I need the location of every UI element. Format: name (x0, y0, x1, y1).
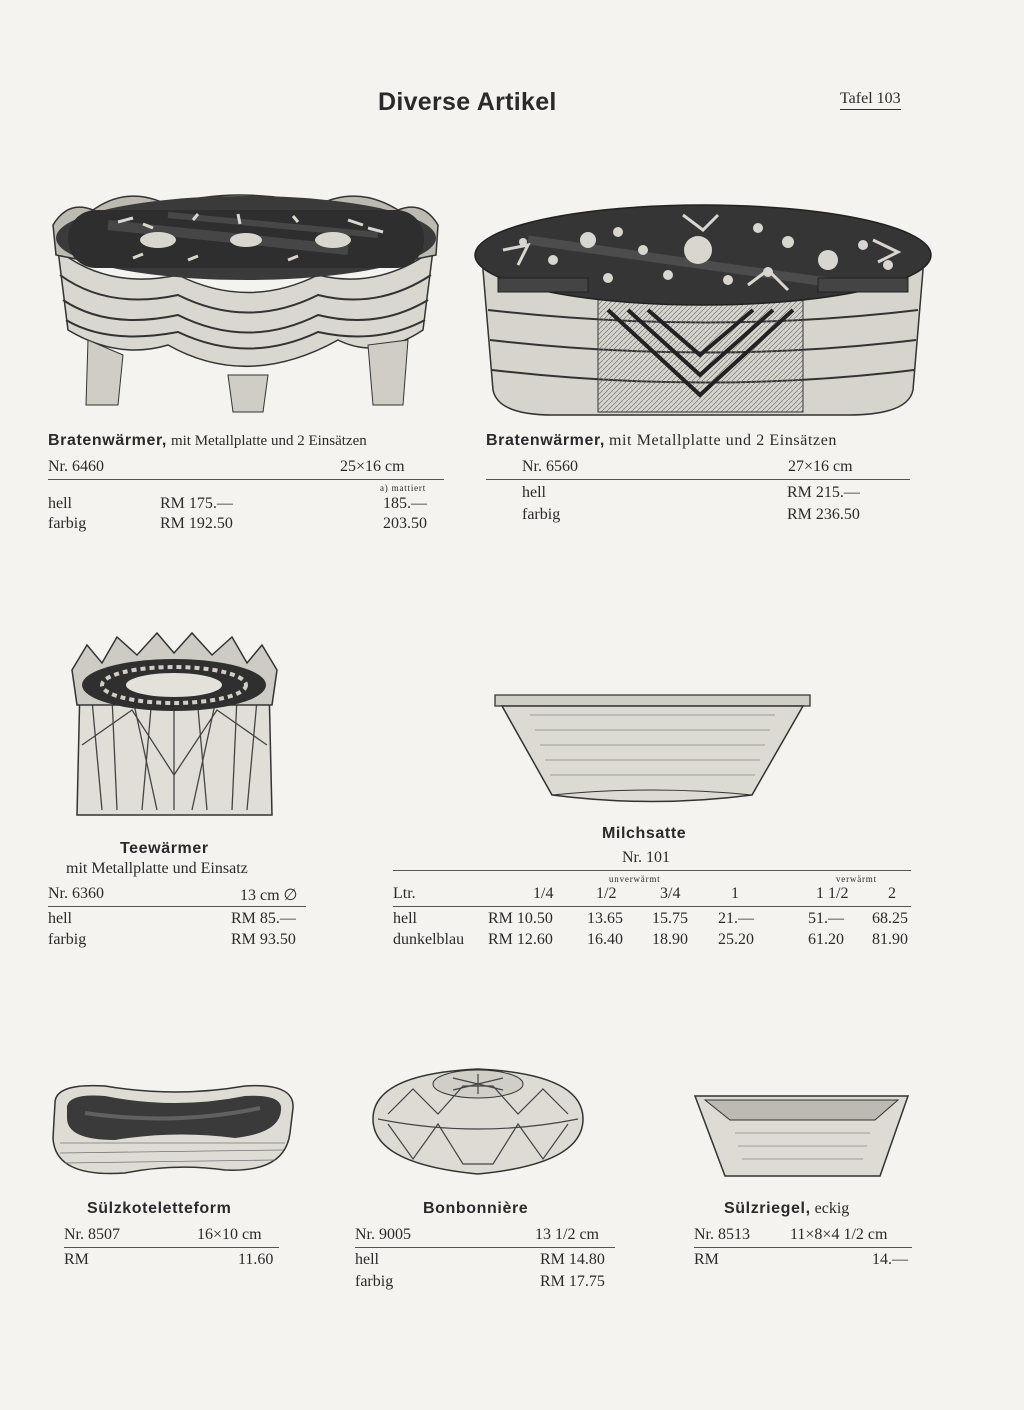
suelzriegel-name: Sülzriegel, (724, 1200, 811, 1217)
item-6460-row2-label: farbig (48, 515, 87, 532)
milchsatte-col-label: Ltr. (393, 885, 416, 902)
suelzriegel-divider (694, 1247, 912, 1248)
suelzriegel-nr: Nr. 8513 (694, 1226, 750, 1243)
milchsatte-row1-v3: 15.75 (652, 910, 688, 927)
bratenwaermer-6460-illustration (48, 180, 443, 415)
item-6560-divider (486, 479, 910, 480)
teewaermer-divider (48, 906, 306, 907)
milchsatte-col-5: 1 1/2 (816, 885, 849, 902)
item-6560-desc: mit Metallplatte und 2 Einsätzen (608, 432, 838, 449)
bratenwaermer-6560-illustration (468, 200, 948, 430)
milchsatte-group-warmed: verwärmt (836, 874, 877, 884)
milchsatte-col-2: 1/2 (596, 885, 617, 902)
milchsatte-illustration (490, 690, 815, 808)
milchsatte-row2-v3: 18.90 (652, 931, 688, 948)
milchsatte-row1-label: hell (393, 910, 417, 927)
milchsatte-col-3: 3/4 (660, 885, 681, 902)
suelzriegel-desc: eckig (814, 1200, 850, 1217)
teewaermer-illustration (62, 625, 287, 825)
suelzriegel-price-label: RM (694, 1251, 719, 1268)
teewaermer-row1-price: RM 85.— (231, 910, 296, 927)
item-6560-size: 27×16 cm (788, 458, 853, 475)
suelzkotelette-price: 11.60 (238, 1251, 274, 1268)
item-6460-row2-price: RM 192.50 (160, 515, 233, 532)
suelzriegel-price: 14.— (872, 1251, 908, 1268)
milchsatte-col-4: 1 (731, 885, 739, 902)
bonbonniere-size: 13 1/2 cm (535, 1226, 599, 1243)
milchsatte-row2-v6: 81.90 (872, 931, 908, 948)
milchsatte-name: Milchsatte (602, 825, 687, 842)
bonbonniere-row2-price: RM 17.75 (540, 1273, 605, 1290)
item-6460-divider (48, 479, 444, 480)
item-6560-row1-price: RM 215.— (787, 484, 860, 501)
teewaermer-desc: mit Metallplatte und Einsatz (66, 860, 248, 877)
suelzkoteletteform-illustration (45, 1078, 300, 1183)
milchsatte-group-unwarmed: unverwärmt (609, 874, 661, 884)
teewaermer-row1-label: hell (48, 910, 72, 927)
suelzkotelette-nr: Nr. 8507 (64, 1226, 120, 1243)
milchsatte-row2-v2: 16.40 (587, 931, 623, 948)
milchsatte-col-1: 1/4 (533, 885, 554, 902)
bonbonniere-row1-label: hell (355, 1251, 379, 1268)
item-6560-row2-price: RM 236.50 (787, 506, 860, 523)
item-6560-nr: Nr. 6560 (522, 458, 578, 475)
bonbonniere-nr: Nr. 9005 (355, 1226, 411, 1243)
suelzkotelette-price-label: RM (64, 1251, 89, 1268)
suelzriegel-illustration (690, 1088, 915, 1183)
item-6460-row1-price: RM 175.— (160, 495, 233, 512)
plate-number: Tafel 103 (840, 90, 901, 110)
item-6460-row2-alt: 203.50 (383, 515, 427, 532)
bonbonniere-row2-label: farbig (355, 1273, 394, 1290)
item-6560-row2-label: farbig (522, 506, 561, 523)
page-title: Diverse Artikel (378, 88, 557, 116)
item-6560-row1-label: hell (522, 484, 546, 501)
item-6560-name: Bratenwärmer, (486, 432, 605, 449)
item-6460-row1-alt: 185.— (383, 495, 427, 512)
item-6460-desc: mit Metallplatte und 2 Einsätzen (170, 433, 367, 449)
teewaermer-size: 13 cm ∅ (240, 887, 298, 904)
milchsatte-row1-v5: 51.— (808, 910, 844, 927)
item-6460-name: Bratenwärmer, (48, 432, 167, 449)
milchsatte-divider (393, 906, 911, 907)
milchsatte-row1-v4: 21.— (718, 910, 754, 927)
suelzkotelette-name: Sülzkoteletteform (87, 1200, 232, 1217)
bonbonniere-divider (355, 1247, 615, 1248)
teewaermer-name: Teewärmer (120, 840, 209, 857)
milchsatte-divider-top (393, 870, 911, 871)
milchsatte-row2-v1: RM 12.60 (488, 931, 553, 948)
bonbonniere-illustration (368, 1064, 588, 1179)
suelzriegel-size: 11×8×4 1/2 cm (790, 1226, 888, 1243)
bonbonniere-row1-price: RM 14.80 (540, 1251, 605, 1268)
milchsatte-nr: Nr. 101 (622, 849, 670, 866)
item-6460-size: 25×16 cm (340, 458, 405, 475)
suelzkotelette-divider (64, 1247, 279, 1248)
item-6460-row1-label: hell (48, 495, 72, 512)
milchsatte-row2-v5: 61.20 (808, 931, 844, 948)
teewaermer-row2-label: farbig (48, 931, 87, 948)
item-6460-note: a) mattiert (380, 483, 427, 493)
milchsatte-row1-v6: 68.25 (872, 910, 908, 927)
milchsatte-row1-v2: 13.65 (587, 910, 623, 927)
bonbonniere-name: Bonbonnière (423, 1200, 529, 1217)
milchsatte-row2-v4: 25.20 (718, 931, 754, 948)
item-6460-nr: Nr. 6460 (48, 458, 104, 475)
milchsatte-col-6: 2 (888, 885, 896, 902)
milchsatte-row1-v1: RM 10.50 (488, 910, 553, 927)
suelzkotelette-size: 16×10 cm (197, 1226, 262, 1243)
milchsatte-row2-label: dunkelblau (393, 931, 465, 948)
teewaermer-row2-price: RM 93.50 (231, 931, 296, 948)
teewaermer-nr: Nr. 6360 (48, 885, 104, 902)
